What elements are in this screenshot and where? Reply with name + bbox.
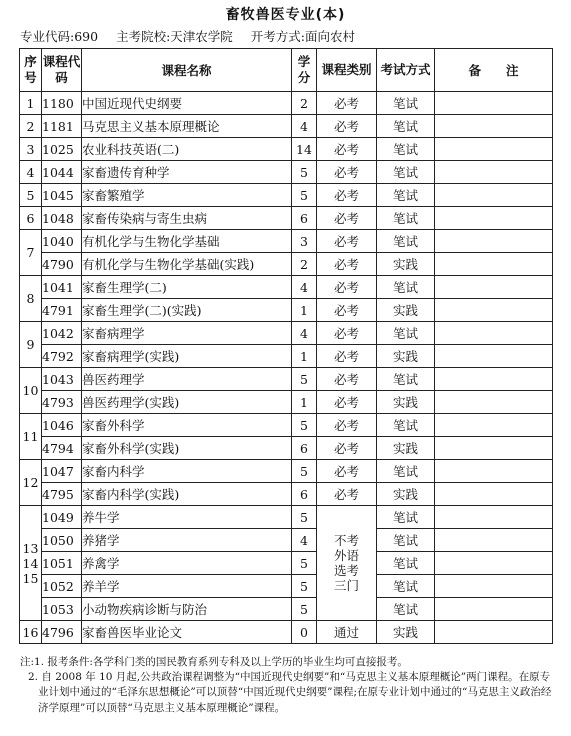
row-exam: 笔试 <box>377 207 435 230</box>
row-exam: 笔试 <box>377 460 435 483</box>
row-name: 养牛学 <box>82 506 292 529</box>
row-remark <box>435 345 553 368</box>
row-exam: 笔试 <box>377 368 435 391</box>
row-name: 家畜内科学 <box>82 460 292 483</box>
table-row <box>20 115 553 138</box>
row-code: 1025 <box>42 138 82 161</box>
row-code: 1044 <box>42 161 82 184</box>
row-category: 必考 <box>317 483 377 506</box>
row-category: 必考 <box>317 345 377 368</box>
row-name: 家畜传染病与寄生虫病 <box>82 207 292 230</box>
row-name: 家畜病理学 <box>82 322 292 345</box>
row-seq: 16 <box>20 621 42 644</box>
category-line: 外语 <box>333 548 359 563</box>
row-remark <box>435 92 553 115</box>
row-seq: 1 <box>20 92 42 115</box>
row-name: 农业科技英语(二) <box>82 138 292 161</box>
row-seq: 6 <box>20 207 42 230</box>
row-exam: 笔试 <box>377 115 435 138</box>
row-remark <box>435 621 553 644</box>
row-category: 通过 <box>317 621 377 644</box>
row-exam: 笔试 <box>377 506 435 529</box>
table-row <box>20 391 553 414</box>
header-code: 课程代码 <box>42 49 82 92</box>
row-exam: 实践 <box>377 621 435 644</box>
row-code: 1042 <box>42 322 82 345</box>
row-name: 养羊学 <box>82 575 292 598</box>
row-exam: 笔试 <box>377 230 435 253</box>
table-row <box>20 552 553 575</box>
row-exam: 实践 <box>377 437 435 460</box>
table-row <box>20 414 553 437</box>
row-exam: 实践 <box>377 299 435 322</box>
row-seq: 4 <box>20 161 42 184</box>
row-category: 必考 <box>317 138 377 161</box>
row-exam: 笔试 <box>377 598 435 621</box>
row-code: 1045 <box>42 184 82 207</box>
row-category: 必考 <box>317 207 377 230</box>
header-seq: 序号 <box>20 49 42 92</box>
row-name: 家畜兽医毕业论文 <box>82 621 292 644</box>
table-row <box>20 322 553 345</box>
row-seq: 3 <box>20 138 42 161</box>
row-remark <box>435 391 553 414</box>
row-remark <box>435 184 553 207</box>
row-category: 必考 <box>317 92 377 115</box>
row-name: 家畜内科学(实践) <box>82 483 292 506</box>
row-code: 4792 <box>42 345 82 368</box>
row-category: 必考 <box>317 414 377 437</box>
row-code: 1051 <box>42 552 82 575</box>
row-credit: 2 <box>292 92 317 115</box>
row-seq: 12 <box>20 460 42 506</box>
table-row <box>20 506 553 529</box>
row-name: 家畜遗传育种学 <box>82 161 292 184</box>
row-code: 1043 <box>42 368 82 391</box>
row-credit: 14 <box>292 138 317 161</box>
row-code: 1181 <box>42 115 82 138</box>
row-category: 必考 <box>317 391 377 414</box>
row-seq: 5 <box>20 184 42 207</box>
row-exam: 笔试 <box>377 575 435 598</box>
header-category: 课程类别 <box>317 49 377 92</box>
row-code: 1052 <box>42 575 82 598</box>
row-remark <box>435 529 553 552</box>
row-remark <box>435 161 553 184</box>
row-exam: 笔试 <box>377 322 435 345</box>
seq-line: 13 <box>22 540 39 556</box>
row-credit: 4 <box>292 529 317 552</box>
row-code: 1053 <box>42 598 82 621</box>
program-meta <box>20 27 369 45</box>
row-name: 家畜繁殖学 <box>82 184 292 207</box>
program-code: 专业代码:690 <box>20 29 99 44</box>
row-category: 必考 <box>317 161 377 184</box>
row-remark <box>435 460 553 483</box>
row-credit: 1 <box>292 299 317 322</box>
row-name: 养猪学 <box>82 529 292 552</box>
row-exam: 笔试 <box>377 414 435 437</box>
row-remark <box>435 207 553 230</box>
row-seq: 2 <box>20 115 42 138</box>
row-category: 必考 <box>317 299 377 322</box>
row-exam: 笔试 <box>377 161 435 184</box>
row-remark <box>435 437 553 460</box>
row-credit: 2 <box>292 253 317 276</box>
table-row <box>20 460 553 483</box>
row-exam: 笔试 <box>377 529 435 552</box>
row-credit: 5 <box>292 161 317 184</box>
row-remark <box>435 276 553 299</box>
row-code: 1050 <box>42 529 82 552</box>
row-code: 4790 <box>42 253 82 276</box>
row-code: 4795 <box>42 483 82 506</box>
row-seq-group <box>20 506 42 621</box>
row-remark <box>435 253 553 276</box>
row-credit: 4 <box>292 322 317 345</box>
row-seq: 7 <box>20 230 42 276</box>
row-credit: 6 <box>292 483 317 506</box>
row-category-elective <box>317 506 377 621</box>
header-remark: 备 注 <box>435 49 553 92</box>
row-code: 1041 <box>42 276 82 299</box>
header-credit: 学分 <box>292 49 317 92</box>
row-category: 必考 <box>317 115 377 138</box>
row-exam: 实践 <box>377 345 435 368</box>
header-exam: 考试方式 <box>377 49 435 92</box>
row-category: 必考 <box>317 368 377 391</box>
row-category: 必考 <box>317 230 377 253</box>
table-row <box>20 437 553 460</box>
row-remark <box>435 299 553 322</box>
row-name: 中国近现代史纲要 <box>82 92 292 115</box>
page-title: 畜牧兽医专业(本) <box>225 7 346 23</box>
table-row <box>20 253 553 276</box>
row-remark <box>435 598 553 621</box>
row-exam: 实践 <box>377 253 435 276</box>
row-exam: 笔试 <box>377 184 435 207</box>
row-category: 必考 <box>317 460 377 483</box>
row-name: 兽医药理学 <box>82 368 292 391</box>
row-seq: 11 <box>20 414 42 460</box>
header-name: 课程名称 <box>82 49 292 92</box>
table-row <box>20 276 553 299</box>
row-name: 小动物疾病诊断与防治 <box>82 598 292 621</box>
table-row <box>20 207 553 230</box>
course-table <box>19 48 553 644</box>
row-code: 4791 <box>42 299 82 322</box>
table-header-row <box>20 49 553 92</box>
row-remark <box>435 552 553 575</box>
note-2: 2. 自 2008 年 10 月起,公共政治课程调整为“中国近现代史纲要”和“马克思主义基本原理概论”两门课程。在原专业计划中通过的“毛泽东思想概论”可以顶替“中国近现代史纲要”课程;在原专业计划中通过的“马克思主义政治经济学原理”可以顶替“马克思主义基本原理概论”课程。 <box>28 671 552 714</box>
host-school: 主考院校:天津农学院 <box>116 29 233 44</box>
table-row <box>20 299 553 322</box>
footnotes <box>20 655 560 716</box>
row-code: 1046 <box>42 414 82 437</box>
category-line: 三门 <box>333 578 359 593</box>
row-credit: 5 <box>292 368 317 391</box>
row-credit: 0 <box>292 621 317 644</box>
row-credit: 5 <box>292 552 317 575</box>
row-category: 必考 <box>317 253 377 276</box>
row-credit: 5 <box>292 414 317 437</box>
table-row <box>20 161 553 184</box>
row-credit: 5 <box>292 184 317 207</box>
table-row <box>20 529 553 552</box>
row-exam: 笔试 <box>377 276 435 299</box>
table-row <box>20 345 553 368</box>
row-remark <box>435 322 553 345</box>
row-exam: 笔试 <box>377 552 435 575</box>
row-remark <box>435 230 553 253</box>
row-category: 必考 <box>317 322 377 345</box>
row-credit: 6 <box>292 437 317 460</box>
row-code: 4796 <box>42 621 82 644</box>
row-credit: 5 <box>292 575 317 598</box>
row-name: 养禽学 <box>82 552 292 575</box>
row-code: 1040 <box>42 230 82 253</box>
note-1: 注:1. 报考条件:各学科门类的国民教育系列专科及以上学历的毕业生均可直接报考。 <box>20 656 408 668</box>
row-code: 1047 <box>42 460 82 483</box>
row-credit: 4 <box>292 115 317 138</box>
row-remark <box>435 138 553 161</box>
table-row <box>20 92 553 115</box>
row-credit: 5 <box>292 598 317 621</box>
row-exam: 笔试 <box>377 138 435 161</box>
row-remark <box>435 575 553 598</box>
row-seq: 8 <box>20 276 42 322</box>
row-seq: 9 <box>20 322 42 368</box>
row-credit: 4 <box>292 276 317 299</box>
table-row <box>20 184 553 207</box>
row-code: 1180 <box>42 92 82 115</box>
row-name: 家畜外科学 <box>82 414 292 437</box>
seq-line: 14 <box>22 555 39 571</box>
row-credit: 5 <box>292 460 317 483</box>
row-exam: 实践 <box>377 391 435 414</box>
row-credit: 1 <box>292 391 317 414</box>
row-code: 4794 <box>42 437 82 460</box>
row-name: 有机化学与生物化学基础 <box>82 230 292 253</box>
row-remark <box>435 368 553 391</box>
row-name: 有机化学与生物化学基础(实践) <box>82 253 292 276</box>
table-row <box>20 483 553 506</box>
category-line: 不考 <box>333 533 359 548</box>
table-row <box>20 138 553 161</box>
row-remark <box>435 414 553 437</box>
exam-mode: 开考方式:面向农村 <box>250 29 355 44</box>
row-exam: 实践 <box>377 483 435 506</box>
row-category: 必考 <box>317 276 377 299</box>
row-name: 家畜外科学(实践) <box>82 437 292 460</box>
row-credit: 6 <box>292 207 317 230</box>
row-name: 马克思主义基本原理概论 <box>82 115 292 138</box>
row-remark <box>435 483 553 506</box>
seq-line: 15 <box>22 570 39 586</box>
row-category: 必考 <box>317 437 377 460</box>
row-code: 1048 <box>42 207 82 230</box>
row-name: 家畜生理学(二)(实践) <box>82 299 292 322</box>
row-category: 必考 <box>317 184 377 207</box>
table-row <box>20 598 553 621</box>
row-name: 兽医药理学(实践) <box>82 391 292 414</box>
row-code: 1049 <box>42 506 82 529</box>
category-line: 选考 <box>333 563 359 578</box>
row-remark <box>435 115 553 138</box>
table-row <box>20 621 553 644</box>
row-code: 4793 <box>42 391 82 414</box>
row-seq: 10 <box>20 368 42 414</box>
row-credit: 3 <box>292 230 317 253</box>
row-credit: 1 <box>292 345 317 368</box>
table-row <box>20 230 553 253</box>
row-exam: 笔试 <box>377 92 435 115</box>
table-row <box>20 575 553 598</box>
row-credit: 5 <box>292 506 317 529</box>
row-name: 家畜病理学(实践) <box>82 345 292 368</box>
row-remark <box>435 506 553 529</box>
table-row <box>20 368 553 391</box>
row-name: 家畜生理学(二) <box>82 276 292 299</box>
